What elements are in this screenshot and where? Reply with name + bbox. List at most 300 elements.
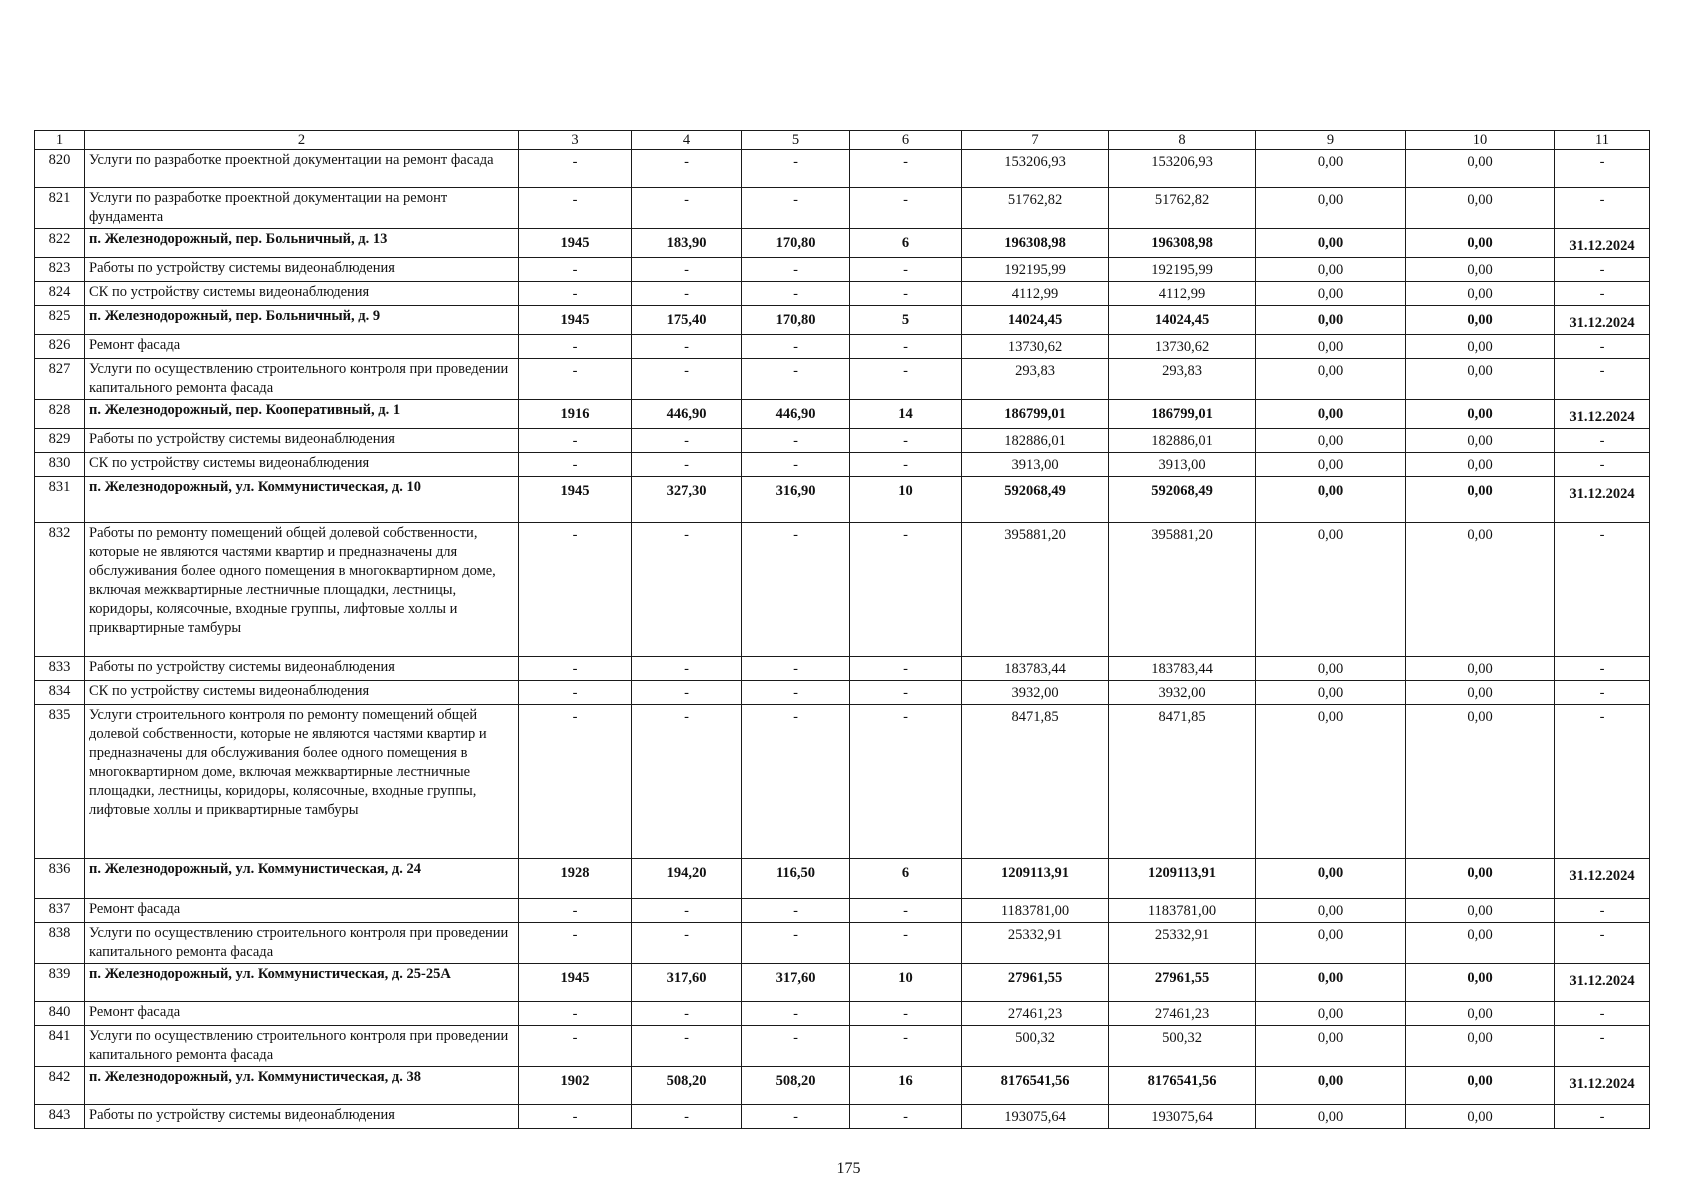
address-row (35, 400, 1650, 429)
value-cell-col-7: 153206,93 (962, 150, 1109, 188)
value-cell-col-3: - (519, 705, 632, 859)
value-cell-col-11: - (1555, 335, 1650, 359)
value-cell-col-3: 1945 (519, 306, 632, 335)
value-cell-col-7: 193075,64 (962, 1105, 1109, 1129)
value-cell-col-6: - (850, 188, 962, 229)
work-description-cell: Ремонт фасада (85, 335, 519, 359)
value-cell-col-7: 1209113,91 (962, 859, 1109, 899)
value-cell-col-4: - (632, 681, 742, 705)
value-cell-col-3: 1945 (519, 229, 632, 258)
value-cell-col-11: 31.12.2024 (1555, 859, 1650, 899)
address-row (35, 964, 1650, 1002)
value-cell-col-6: - (850, 335, 962, 359)
header-cell: 11 (1555, 131, 1650, 150)
value-cell-col-9: 0,00 (1256, 400, 1406, 429)
value-cell-col-5: - (742, 523, 850, 657)
value-cell-col-3: - (519, 1105, 632, 1129)
value-cell-col-11: - (1555, 923, 1650, 964)
value-cell-col-9: 0,00 (1256, 188, 1406, 229)
value-cell-col-7: 3913,00 (962, 453, 1109, 477)
value-cell-col-7: 192195,99 (962, 258, 1109, 282)
row-number-cell: 826 (35, 335, 85, 359)
value-cell-col-7: 51762,82 (962, 188, 1109, 229)
value-cell-col-4: - (632, 429, 742, 453)
value-cell-col-5: - (742, 681, 850, 705)
work-description-cell: Услуги по осуществлению строительного контроля при проведении капитального ремонта фасада (85, 359, 519, 400)
value-cell-col-5: - (742, 657, 850, 681)
work-description-cell: СК по устройству системы видеонаблюдения (85, 453, 519, 477)
value-cell-col-7: 183783,44 (962, 657, 1109, 681)
row-number-cell: 824 (35, 282, 85, 306)
value-cell-col-3: - (519, 523, 632, 657)
column-number-header (35, 131, 1650, 150)
address-cell: п. Железнодорожный, пер. Больничный, д. 13 (85, 229, 519, 258)
value-cell-col-9: 0,00 (1256, 681, 1406, 705)
value-cell-col-11: - (1555, 1002, 1650, 1026)
work-item-row (35, 359, 1650, 400)
value-cell-col-9: 0,00 (1256, 229, 1406, 258)
value-cell-col-9: 0,00 (1256, 657, 1406, 681)
value-cell-col-6: - (850, 1026, 962, 1067)
value-cell-col-4: - (632, 335, 742, 359)
value-cell-col-4: - (632, 188, 742, 229)
row-number-cell: 825 (35, 306, 85, 335)
row-number-cell: 820 (35, 150, 85, 188)
row-number-cell: 835 (35, 705, 85, 859)
value-cell-col-7: 395881,20 (962, 523, 1109, 657)
value-cell-col-4: 317,60 (632, 964, 742, 1002)
header-cell: 7 (962, 131, 1109, 150)
address-row (35, 859, 1650, 899)
header-cell: 5 (742, 131, 850, 150)
work-item-row (35, 899, 1650, 923)
value-cell-col-8: 8471,85 (1109, 705, 1256, 859)
value-cell-col-5: - (742, 1002, 850, 1026)
value-cell-col-8: 153206,93 (1109, 150, 1256, 188)
header-cell: 8 (1109, 131, 1256, 150)
value-cell-col-4: 194,20 (632, 859, 742, 899)
row-number-cell: 840 (35, 1002, 85, 1026)
value-cell-col-6: - (850, 150, 962, 188)
value-cell-col-11: 31.12.2024 (1555, 306, 1650, 335)
value-cell-col-8: 27461,23 (1109, 1002, 1256, 1026)
value-cell-col-3: - (519, 1002, 632, 1026)
work-item-row (35, 188, 1650, 229)
value-cell-col-7: 14024,45 (962, 306, 1109, 335)
value-cell-col-5: 508,20 (742, 1067, 850, 1105)
value-cell-col-11: - (1555, 1105, 1650, 1129)
value-cell-col-9: 0,00 (1256, 1067, 1406, 1105)
value-cell-col-3: - (519, 899, 632, 923)
work-item-row (35, 523, 1650, 657)
value-cell-col-3: - (519, 188, 632, 229)
work-description-cell: Работы по ремонту помещений общей долевой собственности, которые не являются частями квартир и предназначены для обслуживания более одного помещения в многоквартирном доме, включая межквартирные лестничные площадки, лестницы, коридоры, колясочные, входные группы, лифтовые холлы и приквартирные тамбуры (85, 523, 519, 657)
value-cell-col-3: - (519, 923, 632, 964)
value-cell-col-5: - (742, 282, 850, 306)
value-cell-col-10: 0,00 (1406, 229, 1555, 258)
value-cell-col-3: 1916 (519, 400, 632, 429)
address-cell: п. Железнодорожный, пер. Кооперативный, д. 1 (85, 400, 519, 429)
row-number-cell: 839 (35, 964, 85, 1002)
value-cell-col-8: 395881,20 (1109, 523, 1256, 657)
value-cell-col-6: - (850, 1105, 962, 1129)
address-cell: п. Железнодорожный, ул. Коммунистическая, д. 10 (85, 477, 519, 523)
value-cell-col-11: - (1555, 453, 1650, 477)
value-cell-col-6: 16 (850, 1067, 962, 1105)
value-cell-col-10: 0,00 (1406, 657, 1555, 681)
work-description-cell: Работы по устройству системы видеонаблюдения (85, 1105, 519, 1129)
value-cell-col-7: 592068,49 (962, 477, 1109, 523)
value-cell-col-6: - (850, 705, 962, 859)
value-cell-col-6: 6 (850, 859, 962, 899)
value-cell-col-9: 0,00 (1256, 150, 1406, 188)
header-cell: 1 (35, 131, 85, 150)
value-cell-col-5: - (742, 1105, 850, 1129)
row-number-cell: 830 (35, 453, 85, 477)
value-cell-col-10: 0,00 (1406, 1002, 1555, 1026)
row-number-cell: 841 (35, 1026, 85, 1067)
value-cell-col-3: - (519, 657, 632, 681)
row-number-cell: 822 (35, 229, 85, 258)
value-cell-col-5: - (742, 923, 850, 964)
address-row (35, 477, 1650, 523)
value-cell-col-10: 0,00 (1406, 964, 1555, 1002)
value-cell-col-6: 10 (850, 964, 962, 1002)
value-cell-col-4: - (632, 150, 742, 188)
value-cell-col-5: - (742, 335, 850, 359)
row-number-cell: 831 (35, 477, 85, 523)
value-cell-col-11: 31.12.2024 (1555, 477, 1650, 523)
value-cell-col-7: 4112,99 (962, 282, 1109, 306)
value-cell-col-11: 31.12.2024 (1555, 1067, 1650, 1105)
value-cell-col-11: 31.12.2024 (1555, 400, 1650, 429)
value-cell-col-10: 0,00 (1406, 477, 1555, 523)
value-cell-col-7: 8471,85 (962, 705, 1109, 859)
value-cell-col-5: 116,50 (742, 859, 850, 899)
value-cell-col-8: 8176541,56 (1109, 1067, 1256, 1105)
value-cell-col-8: 1209113,91 (1109, 859, 1256, 899)
row-number-cell: 832 (35, 523, 85, 657)
work-description-cell: Ремонт фасада (85, 1002, 519, 1026)
row-number-cell: 823 (35, 258, 85, 282)
value-cell-col-9: 0,00 (1256, 705, 1406, 859)
value-cell-col-11: - (1555, 258, 1650, 282)
value-cell-col-10: 0,00 (1406, 453, 1555, 477)
value-cell-col-4: 327,30 (632, 477, 742, 523)
value-cell-col-7: 3932,00 (962, 681, 1109, 705)
value-cell-col-4: - (632, 1026, 742, 1067)
value-cell-col-9: 0,00 (1256, 258, 1406, 282)
value-cell-col-11: - (1555, 657, 1650, 681)
work-item-row (35, 453, 1650, 477)
table-body (35, 131, 1650, 1129)
value-cell-col-5: - (742, 705, 850, 859)
value-cell-col-10: 0,00 (1406, 150, 1555, 188)
address-cell: п. Железнодорожный, ул. Коммунистическая, д. 38 (85, 1067, 519, 1105)
value-cell-col-10: 0,00 (1406, 1026, 1555, 1067)
value-cell-col-3: - (519, 258, 632, 282)
value-cell-col-6: - (850, 453, 962, 477)
value-cell-col-9: 0,00 (1256, 1105, 1406, 1129)
address-row (35, 1067, 1650, 1105)
value-cell-col-3: 1928 (519, 859, 632, 899)
value-cell-col-10: 0,00 (1406, 335, 1555, 359)
value-cell-col-5: - (742, 429, 850, 453)
value-cell-col-6: - (850, 258, 962, 282)
value-cell-col-11: - (1555, 1026, 1650, 1067)
value-cell-col-11: - (1555, 188, 1650, 229)
value-cell-col-10: 0,00 (1406, 1105, 1555, 1129)
value-cell-col-7: 293,83 (962, 359, 1109, 400)
value-cell-col-11: - (1555, 899, 1650, 923)
value-cell-col-3: 1945 (519, 477, 632, 523)
value-cell-col-9: 0,00 (1256, 335, 1406, 359)
work-description-cell: Услуги по осуществлению строительного контроля при проведении капитального ремонта фасада (85, 1026, 519, 1067)
value-cell-col-5: - (742, 899, 850, 923)
value-cell-col-11: - (1555, 681, 1650, 705)
value-cell-col-5: - (742, 453, 850, 477)
value-cell-col-7: 196308,98 (962, 229, 1109, 258)
value-cell-col-7: 186799,01 (962, 400, 1109, 429)
value-cell-col-11: - (1555, 150, 1650, 188)
repair-schedule-table (34, 130, 1650, 1129)
row-number-cell: 827 (35, 359, 85, 400)
work-description-cell: Услуги строительного контроля по ремонту помещений общей долевой собственности, которые не являются частями квартир и предназначены для обслуживания более одного помещения в многоквартирном доме, включая межквартирные лестничные площадки, лестницы, коридоры, колясочные, входные группы, лифтовые холлы и приквартирные тамбуры (85, 705, 519, 859)
value-cell-col-8: 192195,99 (1109, 258, 1256, 282)
value-cell-col-7: 27461,23 (962, 1002, 1109, 1026)
value-cell-col-3: - (519, 453, 632, 477)
header-cell: 2 (85, 131, 519, 150)
value-cell-col-4: - (632, 258, 742, 282)
value-cell-col-6: - (850, 359, 962, 400)
value-cell-col-9: 0,00 (1256, 477, 1406, 523)
value-cell-col-5: - (742, 1026, 850, 1067)
value-cell-col-9: 0,00 (1256, 306, 1406, 335)
value-cell-col-10: 0,00 (1406, 681, 1555, 705)
header-cell: 3 (519, 131, 632, 150)
value-cell-col-11: - (1555, 429, 1650, 453)
value-cell-col-6: - (850, 923, 962, 964)
value-cell-col-4: - (632, 923, 742, 964)
row-number-cell: 828 (35, 400, 85, 429)
work-description-cell: Ремонт фасада (85, 899, 519, 923)
value-cell-col-9: 0,00 (1256, 282, 1406, 306)
value-cell-col-8: 3913,00 (1109, 453, 1256, 477)
value-cell-col-6: - (850, 899, 962, 923)
work-description-cell: Услуги по осуществлению строительного контроля при проведении капитального ремонта фасада (85, 923, 519, 964)
work-item-row (35, 923, 1650, 964)
header-cell: 6 (850, 131, 962, 150)
value-cell-col-11: 31.12.2024 (1555, 964, 1650, 1002)
value-cell-col-11: 31.12.2024 (1555, 229, 1650, 258)
value-cell-col-6: - (850, 282, 962, 306)
value-cell-col-9: 0,00 (1256, 1002, 1406, 1026)
work-item-row (35, 335, 1650, 359)
value-cell-col-8: 500,32 (1109, 1026, 1256, 1067)
value-cell-col-4: - (632, 705, 742, 859)
value-cell-col-5: 316,90 (742, 477, 850, 523)
value-cell-col-10: 0,00 (1406, 306, 1555, 335)
row-number-cell: 842 (35, 1067, 85, 1105)
value-cell-col-8: 183783,44 (1109, 657, 1256, 681)
value-cell-col-6: 5 (850, 306, 962, 335)
value-cell-col-3: 1945 (519, 964, 632, 1002)
work-description-cell: Услуги по разработке проектной документации на ремонт фасада (85, 150, 519, 188)
row-number-cell: 836 (35, 859, 85, 899)
value-cell-col-6: - (850, 1002, 962, 1026)
value-cell-col-9: 0,00 (1256, 429, 1406, 453)
value-cell-col-9: 0,00 (1256, 359, 1406, 400)
row-number-cell: 834 (35, 681, 85, 705)
value-cell-col-3: - (519, 359, 632, 400)
value-cell-col-10: 0,00 (1406, 899, 1555, 923)
value-cell-col-10: 0,00 (1406, 523, 1555, 657)
row-number-cell: 829 (35, 429, 85, 453)
value-cell-col-10: 0,00 (1406, 1067, 1555, 1105)
value-cell-col-5: 317,60 (742, 964, 850, 1002)
value-cell-col-3: - (519, 429, 632, 453)
value-cell-col-4: - (632, 1105, 742, 1129)
address-cell: п. Железнодорожный, ул. Коммунистическая, д. 24 (85, 859, 519, 899)
value-cell-col-8: 193075,64 (1109, 1105, 1256, 1129)
work-item-row (35, 150, 1650, 188)
row-number-cell: 837 (35, 899, 85, 923)
value-cell-col-11: - (1555, 359, 1650, 400)
value-cell-col-4: - (632, 1002, 742, 1026)
work-description-cell: СК по устройству системы видеонаблюдения (85, 282, 519, 306)
value-cell-col-7: 13730,62 (962, 335, 1109, 359)
value-cell-col-9: 0,00 (1256, 1026, 1406, 1067)
value-cell-col-7: 8176541,56 (962, 1067, 1109, 1105)
value-cell-col-6: - (850, 523, 962, 657)
value-cell-col-6: - (850, 681, 962, 705)
value-cell-col-10: 0,00 (1406, 258, 1555, 282)
value-cell-col-7: 25332,91 (962, 923, 1109, 964)
value-cell-col-4: - (632, 523, 742, 657)
value-cell-col-7: 182886,01 (962, 429, 1109, 453)
value-cell-col-11: - (1555, 282, 1650, 306)
value-cell-col-3: - (519, 150, 632, 188)
value-cell-col-10: 0,00 (1406, 188, 1555, 229)
work-item-row (35, 681, 1650, 705)
row-number-cell: 843 (35, 1105, 85, 1129)
value-cell-col-10: 0,00 (1406, 923, 1555, 964)
value-cell-col-9: 0,00 (1256, 899, 1406, 923)
value-cell-col-3: - (519, 335, 632, 359)
address-cell: п. Железнодорожный, ул. Коммунистическая, д. 25-25А (85, 964, 519, 1002)
value-cell-col-6: 14 (850, 400, 962, 429)
work-description-cell: Работы по устройству системы видеонаблюдения (85, 429, 519, 453)
value-cell-col-7: 27961,55 (962, 964, 1109, 1002)
value-cell-col-3: - (519, 681, 632, 705)
row-number-cell: 838 (35, 923, 85, 964)
value-cell-col-9: 0,00 (1256, 859, 1406, 899)
value-cell-col-8: 4112,99 (1109, 282, 1256, 306)
value-cell-col-10: 0,00 (1406, 859, 1555, 899)
value-cell-col-5: - (742, 150, 850, 188)
value-cell-col-11: - (1555, 705, 1650, 859)
work-item-row (35, 258, 1650, 282)
value-cell-col-6: 6 (850, 229, 962, 258)
value-cell-col-4: 175,40 (632, 306, 742, 335)
value-cell-col-8: 592068,49 (1109, 477, 1256, 523)
value-cell-col-8: 182886,01 (1109, 429, 1256, 453)
value-cell-col-10: 0,00 (1406, 400, 1555, 429)
value-cell-col-5: 170,80 (742, 306, 850, 335)
value-cell-col-7: 500,32 (962, 1026, 1109, 1067)
value-cell-col-3: - (519, 282, 632, 306)
value-cell-col-8: 13730,62 (1109, 335, 1256, 359)
value-cell-col-5: 446,90 (742, 400, 850, 429)
value-cell-col-8: 51762,82 (1109, 188, 1256, 229)
address-cell: п. Железнодорожный, пер. Больничный, д. 9 (85, 306, 519, 335)
value-cell-col-4: 183,90 (632, 229, 742, 258)
value-cell-col-10: 0,00 (1406, 705, 1555, 859)
header-cell: 10 (1406, 131, 1555, 150)
value-cell-col-8: 186799,01 (1109, 400, 1256, 429)
value-cell-col-10: 0,00 (1406, 282, 1555, 306)
header-cell: 4 (632, 131, 742, 150)
work-item-row (35, 282, 1650, 306)
value-cell-col-9: 0,00 (1256, 453, 1406, 477)
row-number-cell: 833 (35, 657, 85, 681)
value-cell-col-4: - (632, 657, 742, 681)
value-cell-col-8: 3932,00 (1109, 681, 1256, 705)
value-cell-col-3: - (519, 1026, 632, 1067)
value-cell-col-6: - (850, 429, 962, 453)
value-cell-col-4: - (632, 282, 742, 306)
work-item-row (35, 705, 1650, 859)
value-cell-col-7: 1183781,00 (962, 899, 1109, 923)
value-cell-col-5: - (742, 188, 850, 229)
row-number-cell: 821 (35, 188, 85, 229)
header-cell: 9 (1256, 131, 1406, 150)
value-cell-col-5: 170,80 (742, 229, 850, 258)
value-cell-col-5: - (742, 258, 850, 282)
value-cell-col-8: 14024,45 (1109, 306, 1256, 335)
value-cell-col-4: - (632, 453, 742, 477)
address-row (35, 306, 1650, 335)
value-cell-col-3: 1902 (519, 1067, 632, 1105)
work-description-cell: Работы по устройству системы видеонаблюдения (85, 258, 519, 282)
work-description-cell: Услуги по разработке проектной документации на ремонт фундамента (85, 188, 519, 229)
value-cell-col-4: - (632, 359, 742, 400)
value-cell-col-9: 0,00 (1256, 523, 1406, 657)
page-number: 175 (836, 1160, 861, 1177)
value-cell-col-4: 446,90 (632, 400, 742, 429)
value-cell-col-9: 0,00 (1256, 964, 1406, 1002)
value-cell-col-4: 508,20 (632, 1067, 742, 1105)
value-cell-col-5: - (742, 359, 850, 400)
work-item-row (35, 1026, 1650, 1067)
value-cell-col-10: 0,00 (1406, 359, 1555, 400)
value-cell-col-6: 10 (850, 477, 962, 523)
value-cell-col-6: - (850, 657, 962, 681)
work-description-cell: Работы по устройству системы видеонаблюдения (85, 657, 519, 681)
value-cell-col-8: 27961,55 (1109, 964, 1256, 1002)
value-cell-col-8: 196308,98 (1109, 229, 1256, 258)
work-description-cell: СК по устройству системы видеонаблюдения (85, 681, 519, 705)
value-cell-col-9: 0,00 (1256, 923, 1406, 964)
value-cell-col-8: 1183781,00 (1109, 899, 1256, 923)
work-item-row (35, 657, 1650, 681)
work-item-row (35, 1002, 1650, 1026)
value-cell-col-4: - (632, 899, 742, 923)
value-cell-col-8: 293,83 (1109, 359, 1256, 400)
address-row (35, 229, 1650, 258)
work-item-row (35, 429, 1650, 453)
value-cell-col-10: 0,00 (1406, 429, 1555, 453)
